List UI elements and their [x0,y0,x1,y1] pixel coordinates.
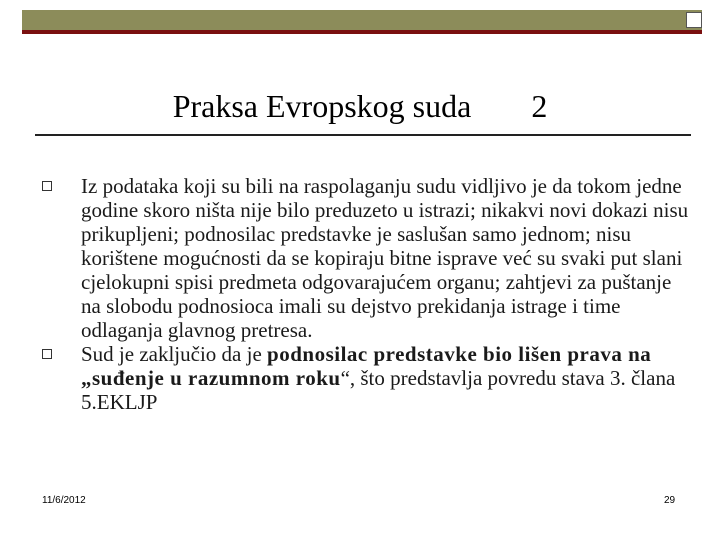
footer-date: 11/6/2012 [42,495,86,506]
bullet-2-text-start: Sud je zaključio da je [81,342,268,366]
bullet-2-text-end: “, što predstavlja povredu stava 3. člana 5.EKLJP [81,366,676,414]
footer-page-number: 29 [664,495,676,506]
bullet-list [42,174,692,414]
hollow-square-bullet-icon [42,349,52,359]
bullet-1-text: Iz podataka koji su bili na raspolaganju sudu vidljivo je da tokom jedne godine skoro ništa nije bilo preduzeto u istrazi; nikakvi novi dokazi nisu prikupljeni; podnosilac predstavke je saslušan samo jednom; nisu korištene mogućnosti da se kopiraju bitne isprave već su svaki put slani cjelokupni spisi predmeta odgovarajućem organu; zahtjevi za puštanje na slobodu podnosioca imali su dejstvo prekidanja istrage i time odlaganja glavnog pretresa. [81,174,689,342]
slide-title-number: 2 [531,88,548,124]
bullet-2-bold-text: podnosilac predstavke bio lišen prava na „suđenje u razumnom roku [81,342,652,390]
top-bar-olive-stripe [22,10,702,30]
decorative-top-bar [22,10,702,34]
hollow-square-bullet-icon [42,181,52,191]
bullet-item-2 [42,342,692,414]
corner-square-icon [686,12,702,28]
bullet-item-1 [42,174,692,342]
title-divider [35,134,691,136]
top-bar-maroon-stripe [22,30,702,34]
slide-title [0,86,720,126]
slide-title-text: Praksa Evropskog suda [172,88,472,124]
